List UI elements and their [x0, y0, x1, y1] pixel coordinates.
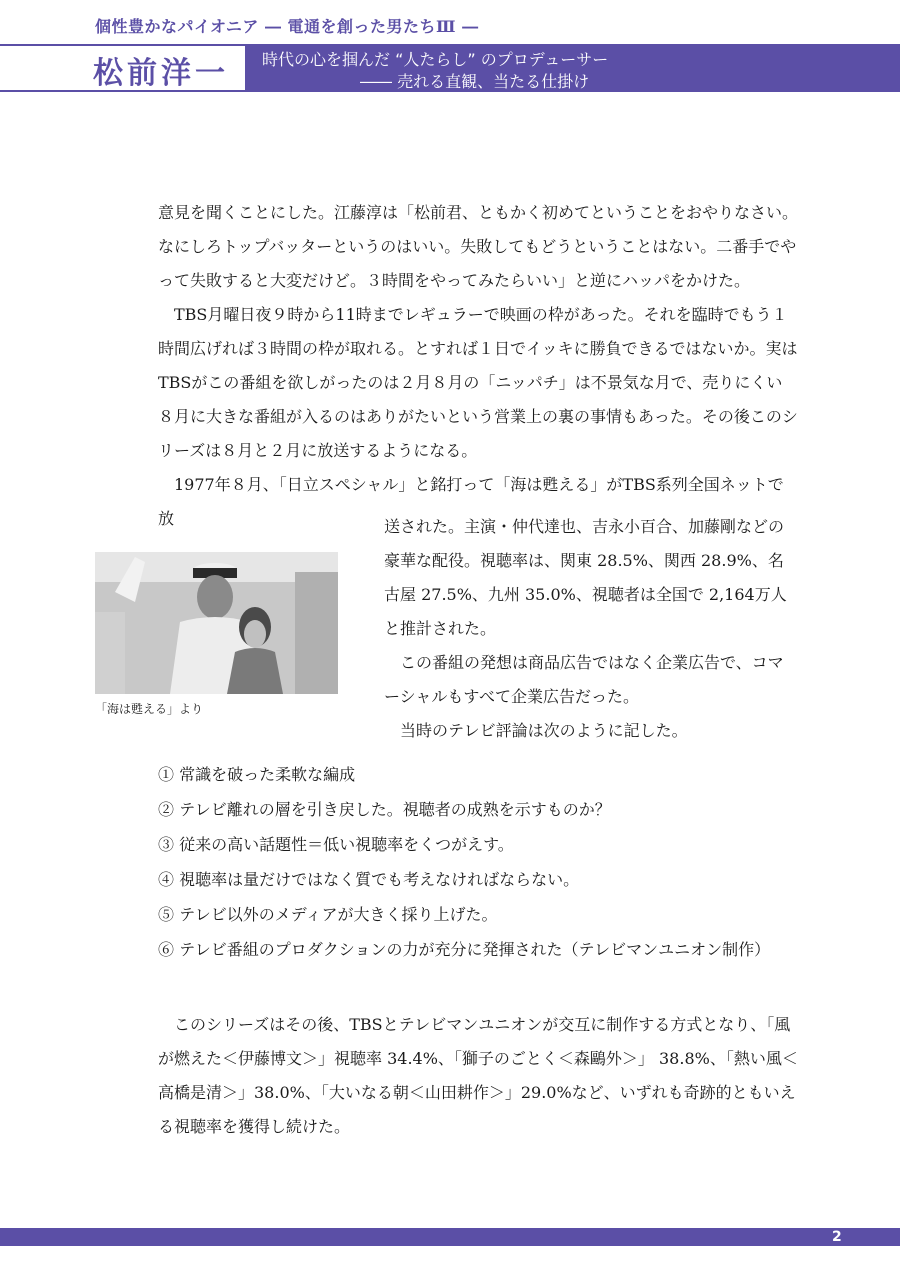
header-subtitle-line1: 時代の心を掴んだ “人たらし” のプロデューサー: [262, 50, 609, 69]
header-subtitle-line2: ―― 売れる直観、当たる仕掛け: [360, 72, 590, 91]
list-item: ⑥ テレビ番組のプロダクションの力が充分に発揮された（テレビマンユニオン制作）: [158, 940, 771, 959]
paragraph: 送された。主演・仲代達也、吉永小百合、加藤剛などの豪華な配役。視聴率は、関東 28.5%、関西 28.9%、名古屋 27.5%、九州 35.0%、視聴者は全国で 2,164万人と推計された。: [384, 517, 787, 638]
article-body-side: [384, 510, 798, 748]
list-item: ② テレビ離れの層を引き戻した。視聴者の成熟を示すものか？: [158, 800, 611, 819]
paragraph: この番組の発想は商品広告ではなく企業広告で、コマーシャルもすべて企業広告だった。: [384, 653, 784, 706]
person-name: 松前洋一: [93, 56, 229, 91]
photo-caption: 「海は甦える」より: [95, 702, 204, 716]
paragraph: 意見を聞くことにした。江藤淳は「松前君、ともかく初めてということをおやりなさい。なにしろトップバッターというのはいい。失敗してもどうということはない。二番手でやって失敗すると大変だけど。３時間をやってみたらいい」と逆にハッパをかけた。: [158, 203, 799, 290]
photo: [95, 552, 338, 694]
list-item: ④ 視聴率は量だけではなく質でも考えなければならない。: [158, 870, 580, 889]
page-number: 2: [832, 1229, 842, 1245]
paragraph: 当時のテレビ評論は次のように記した。: [400, 721, 688, 740]
review-list: [158, 757, 798, 967]
article-body-top: [158, 196, 798, 536]
paragraph: 1977年８月、「日立スペシャル」と銘打って「海は甦える」がTBS系列全国ネットで放: [158, 475, 784, 528]
list-item: ⑤ テレビ以外のメディアが大きく採り上げた。: [158, 905, 498, 924]
paragraph: TBS月曜日夜９時から11時までレギュラーで映画の枠があった。それを臨時でもう１時間広げれば３時間の枠が取れる。とすれば１日でイッキに勝負できるではないか。実はTBSがこの番組を欲しがったのは２月８月の「ニッパチ」は不景気な月で、売りにくい８月に大きな番組が入るのはありがたいという営業上の裏の事情もあった。その後このシリーズは８月と２月に放送するようになる。: [158, 305, 798, 460]
list-item: ③ 従来の高い話題性＝低い視聴率をくつがえす。: [158, 835, 514, 854]
paragraph: このシリーズはその後、TBSとテレビマンユニオンが交互に制作する方式となり、「風が燃えた＜伊藤博文＞」視聴率 34.4%、「獅子のごとく＜森鷗外＞」 38.8%、「熱い風＜高橋是清＞」38.0%、「大いなる朝＜山田耕作＞」29.0%など、いずれも奇跡的ともいえる視聴率を獲得し続けた。: [158, 1015, 798, 1136]
series-title: 個性豊かなパイオニア ― 電通を創った男たちⅢ ―: [95, 17, 479, 36]
footer-bar: [0, 1228, 900, 1246]
list-item: ① 常識を破った柔軟な編成: [158, 765, 356, 784]
article-body-bottom: [158, 1008, 798, 1144]
